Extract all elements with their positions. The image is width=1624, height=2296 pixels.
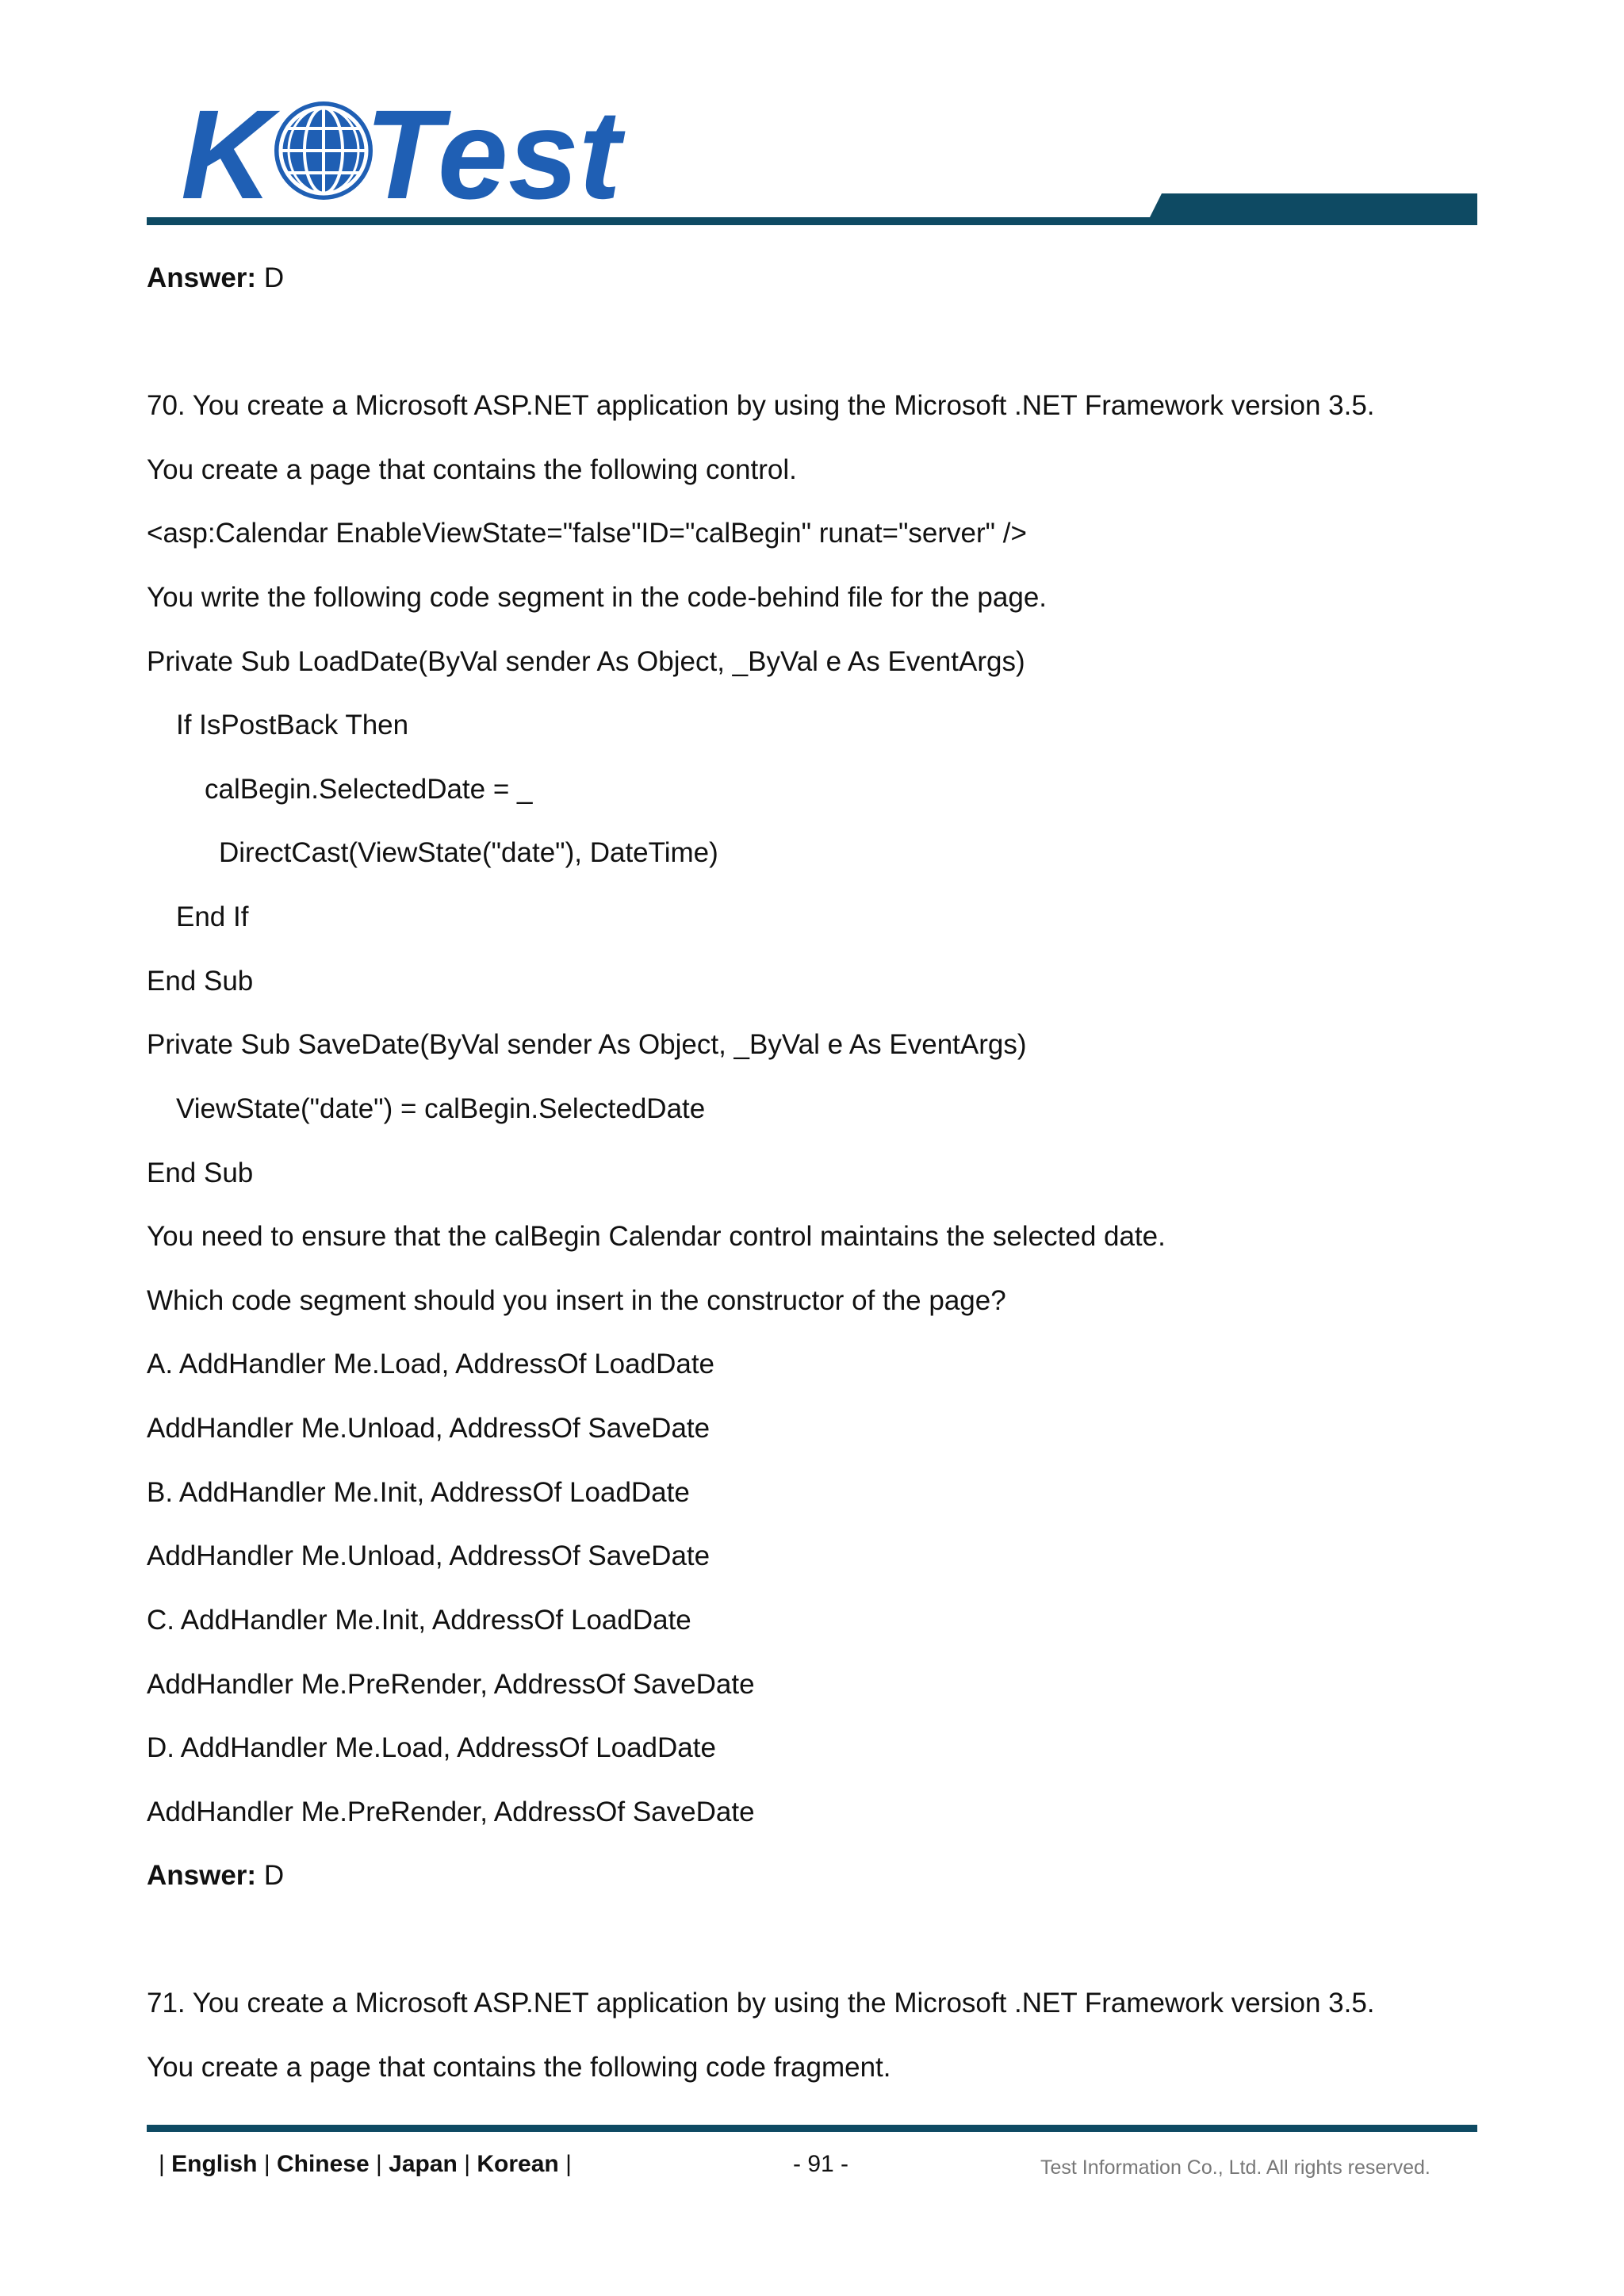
option-d-cont: AddHandler Me.PreRender, AddressOf SaveDate [147,1797,755,1827]
code-line: DirectCast(ViewState("date"), DateTime) [219,837,718,868]
answer-label: Answer: [147,1860,257,1891]
question-line: You create a page that contains the following control. [147,454,797,485]
separator: | [376,2151,382,2177]
code-line: Private Sub SaveDate(ByVal sender As Object, _ByVal e As EventArgs) [147,1029,1027,1060]
separator: | [159,2151,165,2177]
answer-line [147,1860,284,1892]
separator: | [464,2151,471,2177]
option-c: C. AddHandler Me.Init, AddressOf LoadDate [147,1605,691,1636]
separator: | [565,2151,572,2177]
question-line: You create a page that contains the following code fragment. [147,2052,891,2083]
code-line: End If [176,901,249,932]
globe-icon [274,101,373,200]
code-line: <asp:Calendar EnableViewState="false"ID="calBegin" runat="server" /> [147,518,1027,549]
link-english[interactable]: English [171,2151,258,2177]
link-chinese[interactable]: Chinese [276,2151,370,2177]
code-line: End Sub [147,966,254,997]
question-line: 70. You create a Microsoft ASP.NET application by using the Microsoft .NET Framework version 3.5. [147,390,1375,421]
question-line: Which code segment should you insert in the constructor of the page? [147,1285,1006,1316]
option-a: A. AddHandler Me.Load, AddressOf LoadDate [147,1349,715,1380]
answer-line [147,262,284,294]
copyright-notice: Test Information Co., Ltd. All rights reserved. [1040,2156,1431,2179]
answer-label: Answer: [147,262,257,293]
option-a-cont: AddHandler Me.Unload, AddressOf SaveDate [147,1413,710,1444]
question-line: You need to ensure that the calBegin Calendar control maintains the selected date. [147,1221,1166,1252]
svg-text:Test: Test [365,89,622,208]
option-d: D. AddHandler Me.Load, AddressOf LoadDate [147,1732,716,1763]
footer-language-links [159,2150,572,2179]
question-line: You write the following code segment in the code-behind file for the page. [147,582,1048,613]
option-c-cont: AddHandler Me.PreRender, AddressOf SaveDate [147,1669,755,1700]
code-line: calBegin.SelectedDate = _ [205,774,533,805]
question-line: 71. You create a Microsoft ASP.NET application by using the Microsoft .NET Framework version 3.5. [147,1988,1375,2019]
code-line: If IsPostBack Then [176,710,409,740]
link-japan[interactable]: Japan [389,2151,458,2177]
answer-value: D [256,1860,285,1891]
footer-rule [147,2125,1477,2132]
link-korean[interactable]: Korean [477,2151,559,2177]
code-line: Private Sub LoadDate(ByVal sender As Object, _ByVal e As EventArgs) [147,646,1025,677]
answer-value: D [256,262,285,293]
option-b-cont: AddHandler Me.Unload, AddressOf SaveDate [147,1540,710,1571]
separator: | [263,2151,270,2177]
option-b: B. AddHandler Me.Init, AddressOf LoadDate [147,1477,690,1508]
code-line: End Sub [147,1158,254,1188]
header-rule [147,190,1477,227]
page-number: - 91 - [793,2151,849,2177]
code-line: ViewState("date") = calBegin.SelectedDate [176,1093,706,1124]
svg-text:K: K [181,89,273,208]
